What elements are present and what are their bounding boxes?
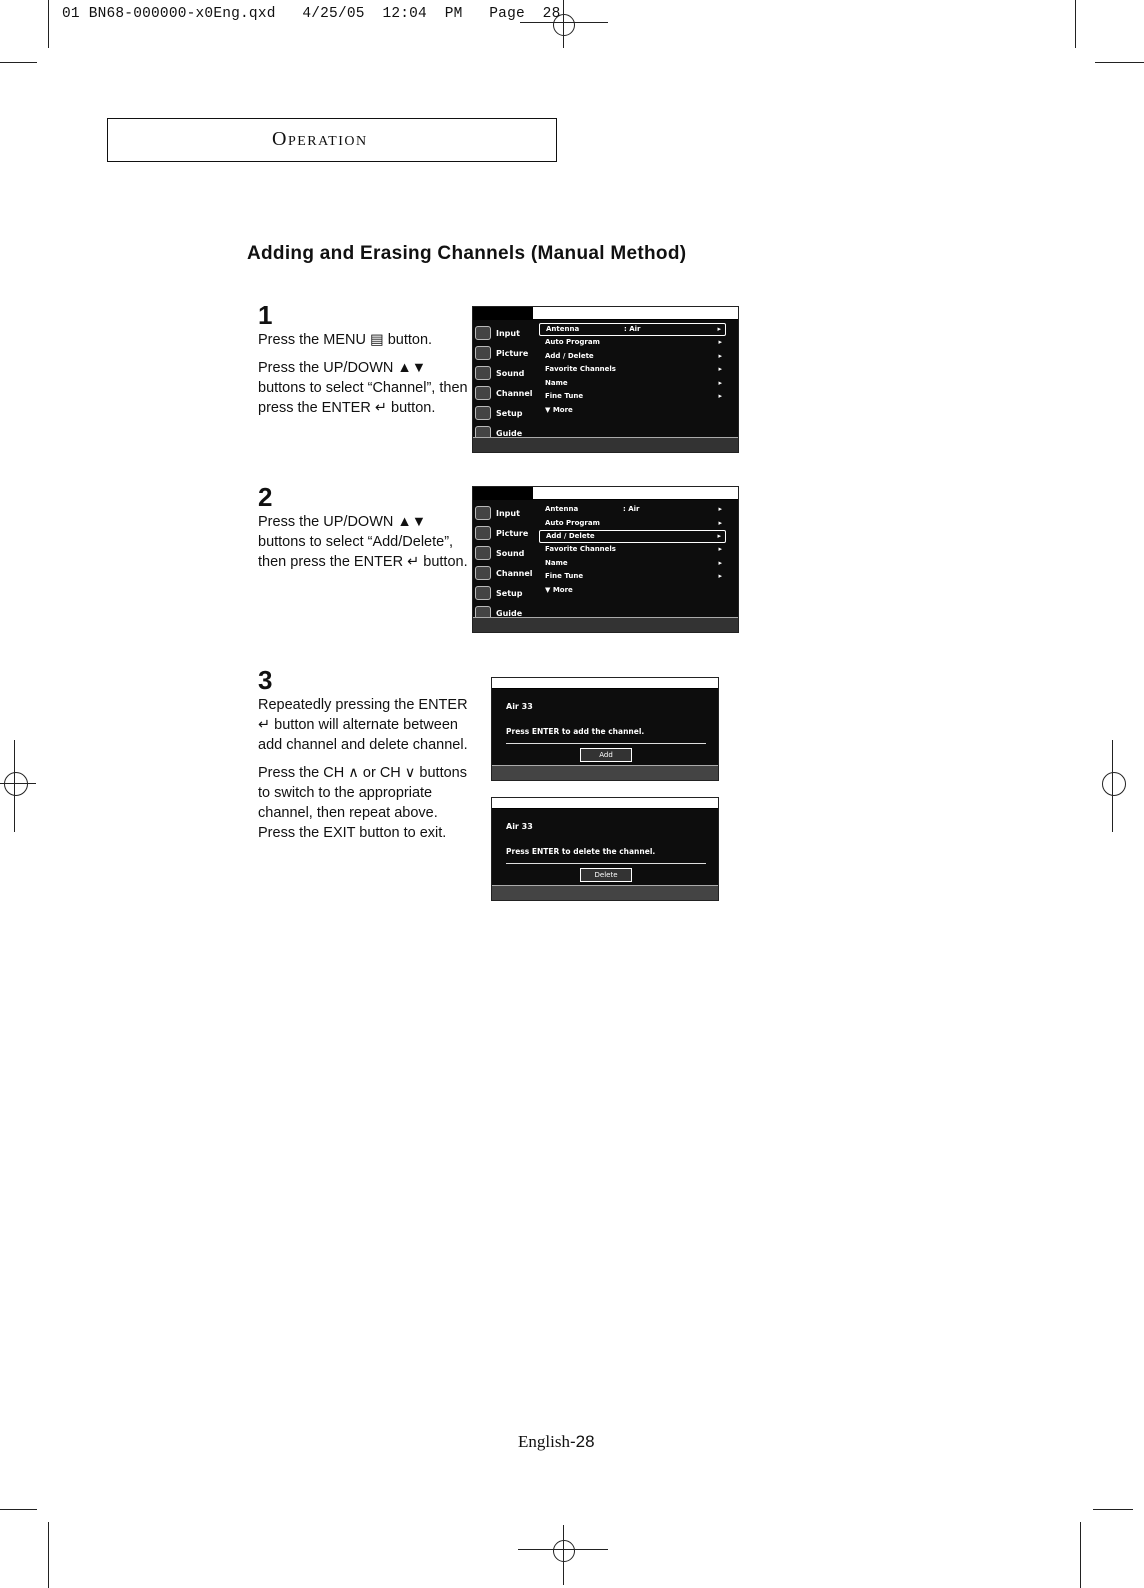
popup-message: Press ENTER to add the channel. bbox=[506, 727, 645, 736]
step-1-text bbox=[258, 330, 468, 426]
arrow-right-icon: ▸ bbox=[718, 392, 722, 400]
crop-mark bbox=[1093, 1509, 1133, 1510]
step-3-paragraph-3: Press the EXIT button to exit. bbox=[258, 825, 447, 841]
step-3-number: 3 bbox=[258, 665, 273, 695]
tv-menu-sidebar bbox=[475, 503, 537, 623]
tv-menu-list bbox=[539, 503, 726, 597]
tv-menu-list bbox=[539, 323, 726, 417]
tv-menu-row-name: Name ▸ bbox=[539, 557, 726, 571]
tv-menu-row-more: ▼ More bbox=[545, 585, 573, 594]
picture-icon bbox=[475, 346, 491, 360]
step-1-number: 1 bbox=[258, 300, 273, 330]
step-2-paragraph-1: Press the UP/DOWN ▲▼ buttons to select “Add/Delete”, then press the ENTER ↵ button. bbox=[258, 514, 468, 570]
tv-side-item-input: Input bbox=[475, 503, 537, 523]
crop-mark bbox=[0, 1509, 37, 1510]
crop-mark bbox=[48, 0, 49, 48]
setup-icon bbox=[475, 406, 491, 420]
crop-mark bbox=[1075, 0, 1076, 48]
tv-menu-row-name: Name ▸ bbox=[539, 377, 726, 391]
arrow-right-icon: ▸ bbox=[718, 365, 722, 373]
crop-mark bbox=[0, 62, 37, 63]
arrow-right-icon: ▸ bbox=[717, 532, 721, 540]
tv-menu-sidebar bbox=[475, 323, 537, 443]
registration-mark bbox=[563, 1525, 564, 1585]
tv-side-item-picture: Picture bbox=[475, 343, 537, 363]
step-2-number: 2 bbox=[258, 482, 273, 512]
tv-menu-row-more: ▼ More bbox=[545, 405, 573, 414]
step-3-text bbox=[258, 695, 468, 843]
registration-mark bbox=[4, 772, 28, 796]
popup-add-button: Add bbox=[580, 748, 632, 762]
step-3-paragraph-2: Press the CH ∧ or CH ∨ buttons to switch to the appropriate channel, then repeat above. bbox=[258, 765, 467, 821]
tv-side-item-sound: Sound bbox=[475, 543, 537, 563]
arrow-right-icon: ▸ bbox=[718, 351, 722, 360]
footer-language: English bbox=[518, 1432, 570, 1451]
tv-side-item-picture: Picture bbox=[475, 523, 537, 543]
tv-menu-row-auto-program: Auto Program ▸ bbox=[539, 336, 726, 350]
registration-mark bbox=[1112, 740, 1113, 832]
step-3-paragraph-1: Repeatedly pressing the ENTER ↵ button will alternate between add channel and delete channel. bbox=[258, 697, 468, 753]
tv-menu-row-fine-tune: Fine Tune ▸ bbox=[539, 570, 726, 584]
arrow-right-icon: ▸ bbox=[718, 545, 722, 553]
popup-message: Press ENTER to delete the channel. bbox=[506, 847, 656, 856]
section-label: Operation bbox=[272, 128, 368, 150]
tv-side-item-channel: Channel bbox=[475, 563, 537, 583]
arrow-right-icon: ▸ bbox=[718, 338, 722, 346]
channel-icon bbox=[475, 566, 491, 580]
arrow-right-icon: ▸ bbox=[718, 505, 722, 513]
tv-menu-row-add-delete: Add / Delete ▸ bbox=[539, 350, 726, 364]
step-2-text bbox=[258, 512, 468, 580]
arrow-right-icon: ▸ bbox=[717, 325, 721, 333]
tv-menu-row-favorite-channels: Favorite Channels ▸ bbox=[539, 363, 726, 377]
tv-menu-bottom-bar bbox=[473, 437, 738, 452]
popup-channel-label: Air 33 bbox=[506, 822, 533, 831]
tv-side-item-channel: Channel bbox=[475, 383, 537, 403]
channel-icon bbox=[475, 386, 491, 400]
page-footer bbox=[518, 1432, 595, 1452]
tv-side-item-input: Input bbox=[475, 323, 537, 343]
arrow-right-icon: ▸ bbox=[718, 572, 722, 580]
popup-bottom-bar bbox=[492, 765, 718, 780]
input-icon bbox=[475, 326, 491, 340]
tv-menu-row-antenna: Antenna : Air ▸ bbox=[539, 503, 726, 517]
tv-add-channel-popup bbox=[491, 677, 719, 781]
registration-mark bbox=[553, 1540, 575, 1562]
registration-mark bbox=[520, 22, 608, 23]
tv-side-item-setup: Setup bbox=[475, 403, 537, 423]
popup-channel-label: Air 33 bbox=[506, 702, 533, 711]
step-1-paragraph-1: Press the MENU ▤ button. bbox=[258, 332, 433, 348]
tv-menu-row-auto-program: Auto Program ▸ bbox=[539, 517, 726, 531]
tv-side-item-sound: Sound bbox=[475, 363, 537, 383]
registration-mark bbox=[563, 0, 564, 48]
arrow-right-icon: ▸ bbox=[718, 558, 722, 567]
registration-mark bbox=[14, 740, 15, 832]
crop-mark bbox=[1095, 62, 1144, 63]
crop-mark bbox=[1080, 1522, 1081, 1588]
section-header-box bbox=[107, 118, 557, 162]
page-title: Adding and Erasing Channels (Manual Method) bbox=[247, 243, 687, 264]
tv-menu-row-favorite-channels: Favorite Channels ▸ bbox=[539, 543, 726, 557]
registration-mark bbox=[0, 783, 36, 784]
popup-bottom-bar bbox=[492, 885, 718, 900]
tv-channel-menu-screen-2 bbox=[472, 486, 739, 633]
arrow-right-icon: ▸ bbox=[718, 378, 722, 387]
tv-side-item-guide: Guide bbox=[475, 423, 537, 443]
footer-page-number: -28 bbox=[569, 1432, 595, 1451]
tv-menu-row-fine-tune: Fine Tune ▸ bbox=[539, 390, 726, 404]
arrow-right-icon: ▸ bbox=[718, 518, 722, 527]
input-icon bbox=[475, 506, 491, 520]
crop-mark bbox=[48, 1522, 49, 1588]
picture-icon bbox=[475, 526, 491, 540]
tv-side-item-guide: Guide bbox=[475, 603, 537, 623]
tv-menu-bottom-bar bbox=[473, 617, 738, 632]
step-1-paragraph-2: Press the UP/DOWN ▲▼ buttons to select “Channel”, then press the ENTER ↵ button. bbox=[258, 360, 468, 416]
sound-icon bbox=[475, 546, 491, 560]
tv-side-item-setup: Setup bbox=[475, 583, 537, 603]
tv-menu-row-antenna: Antenna : Air ▸ bbox=[539, 323, 726, 336]
registration-mark bbox=[1102, 772, 1126, 796]
popup-delete-button: Delete bbox=[580, 868, 632, 882]
sound-icon bbox=[475, 366, 491, 380]
tv-menu-row-add-delete: Add / Delete ▸ bbox=[539, 530, 726, 543]
file-slug-header: 01 BN68-000000-x0Eng.qxd 4/25/05 12:04 PM Page 28 bbox=[62, 6, 561, 22]
tv-channel-menu-screen-1 bbox=[472, 306, 739, 453]
setup-icon bbox=[475, 586, 491, 600]
tv-delete-channel-popup bbox=[491, 797, 719, 901]
